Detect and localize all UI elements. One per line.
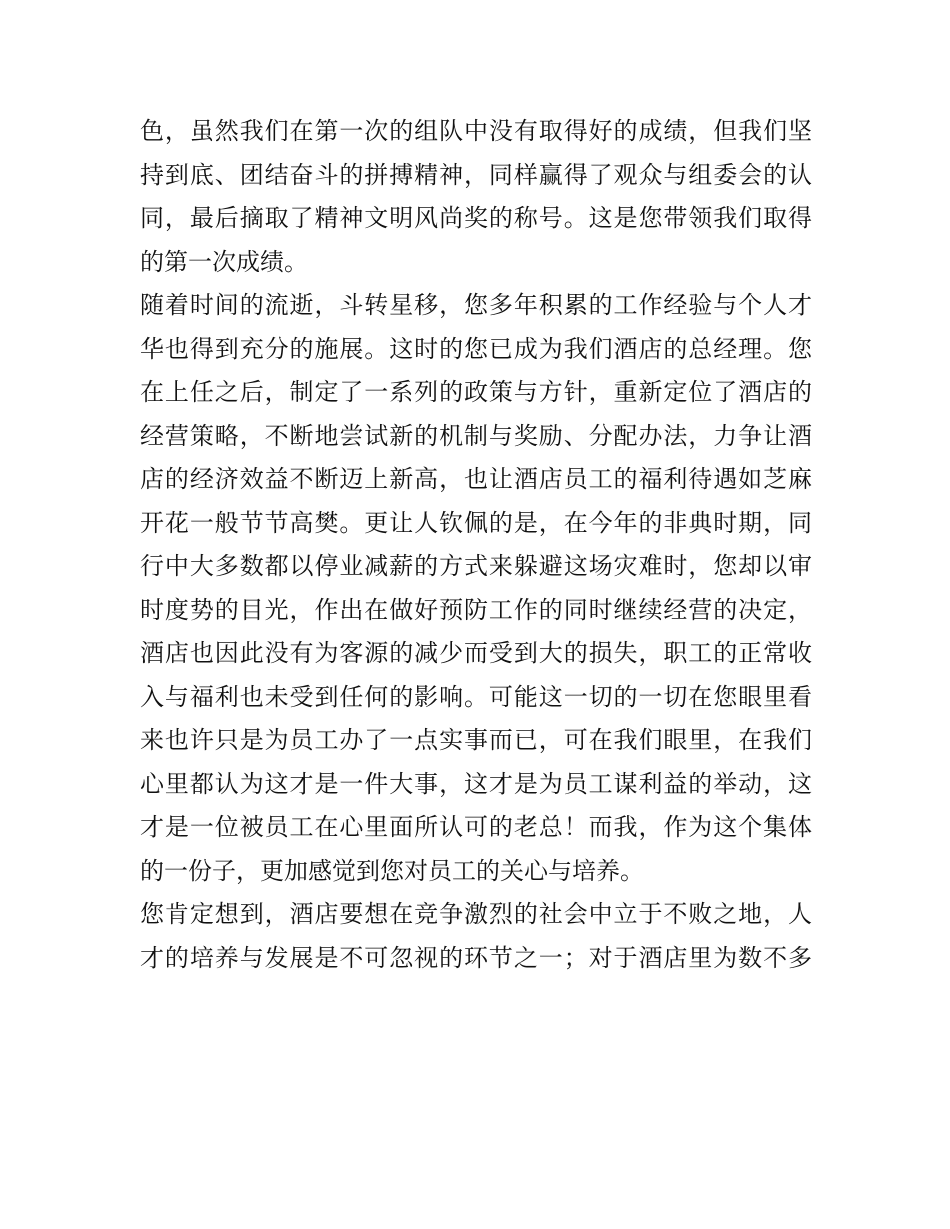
text-line: 华也得到充分的施展。这时的您已成为我们酒店的总经理。您 <box>140 334 812 363</box>
text-line: 经营策略，不断地尝试新的机制与奖励、分配办法，力争让酒 <box>140 421 812 450</box>
text-line: 持到底、团结奋斗的拼搏精神，同样赢得了观众与组委会的认 <box>140 160 812 189</box>
paragraph-1 <box>140 110 812 284</box>
text-line: 同，最后摘取了精神文明风尚奖的称号。这是您带领我们取得 <box>140 204 812 232</box>
text-line: 入与福利也未受到任何的影响。可能这一切的一切在您眼里看 <box>140 682 812 711</box>
text-line: 才的培养与发展是不可忽视的环节之一；对于酒店里为数不多 <box>140 943 812 972</box>
text-line: 开花一般节节高樊。更让人钦佩的是，在今年的非典时期，同 <box>140 508 812 537</box>
text-line: 店的经济效益不断迈上新高，也让酒店员工的福利待遇如芝麻 <box>140 465 812 493</box>
text-line: 的第一次成绩。 <box>140 247 308 276</box>
text-line: 色，虽然我们在第一次的组队中没有取得好的成绩，但我们坚 <box>140 117 812 145</box>
text-line: 来也许只是为员工办了一点实事而已，可在我们眼里，在我们 <box>140 726 812 754</box>
text-line: 心里都认为这才是一件大事，这才是为员工谋利益的举动，这 <box>140 769 812 798</box>
paragraph-3 <box>140 893 812 980</box>
text-line: 时度势的目光，作出在做好预防工作的同时继续经营的决定， <box>140 595 812 624</box>
text-line: 才是一位被员工在心里面所认可的老总！而我，作为这个集体 <box>140 813 812 841</box>
text-line: 行中大多数都以停业减薪的方式来躲避这场灾难时，您却以审 <box>140 552 812 580</box>
text-line: 酒店也因此没有为客源的减少而受到大的损失，职工的正常收 <box>140 639 812 667</box>
text-line: 在上任之后，制定了一系列的政策与方针，重新定位了酒店的 <box>140 378 812 406</box>
document-body <box>140 110 812 980</box>
paragraph-2 <box>140 284 812 893</box>
text-line: 您肯定想到，酒店要想在竞争激烈的社会中立于不败之地，人 <box>140 900 812 928</box>
text-line: 的一份子，更加感觉到您对员工的关心与培养。 <box>140 856 644 885</box>
text-line: 随着时间的流逝，斗转星移，您多年积累的工作经验与个人才 <box>140 291 812 319</box>
